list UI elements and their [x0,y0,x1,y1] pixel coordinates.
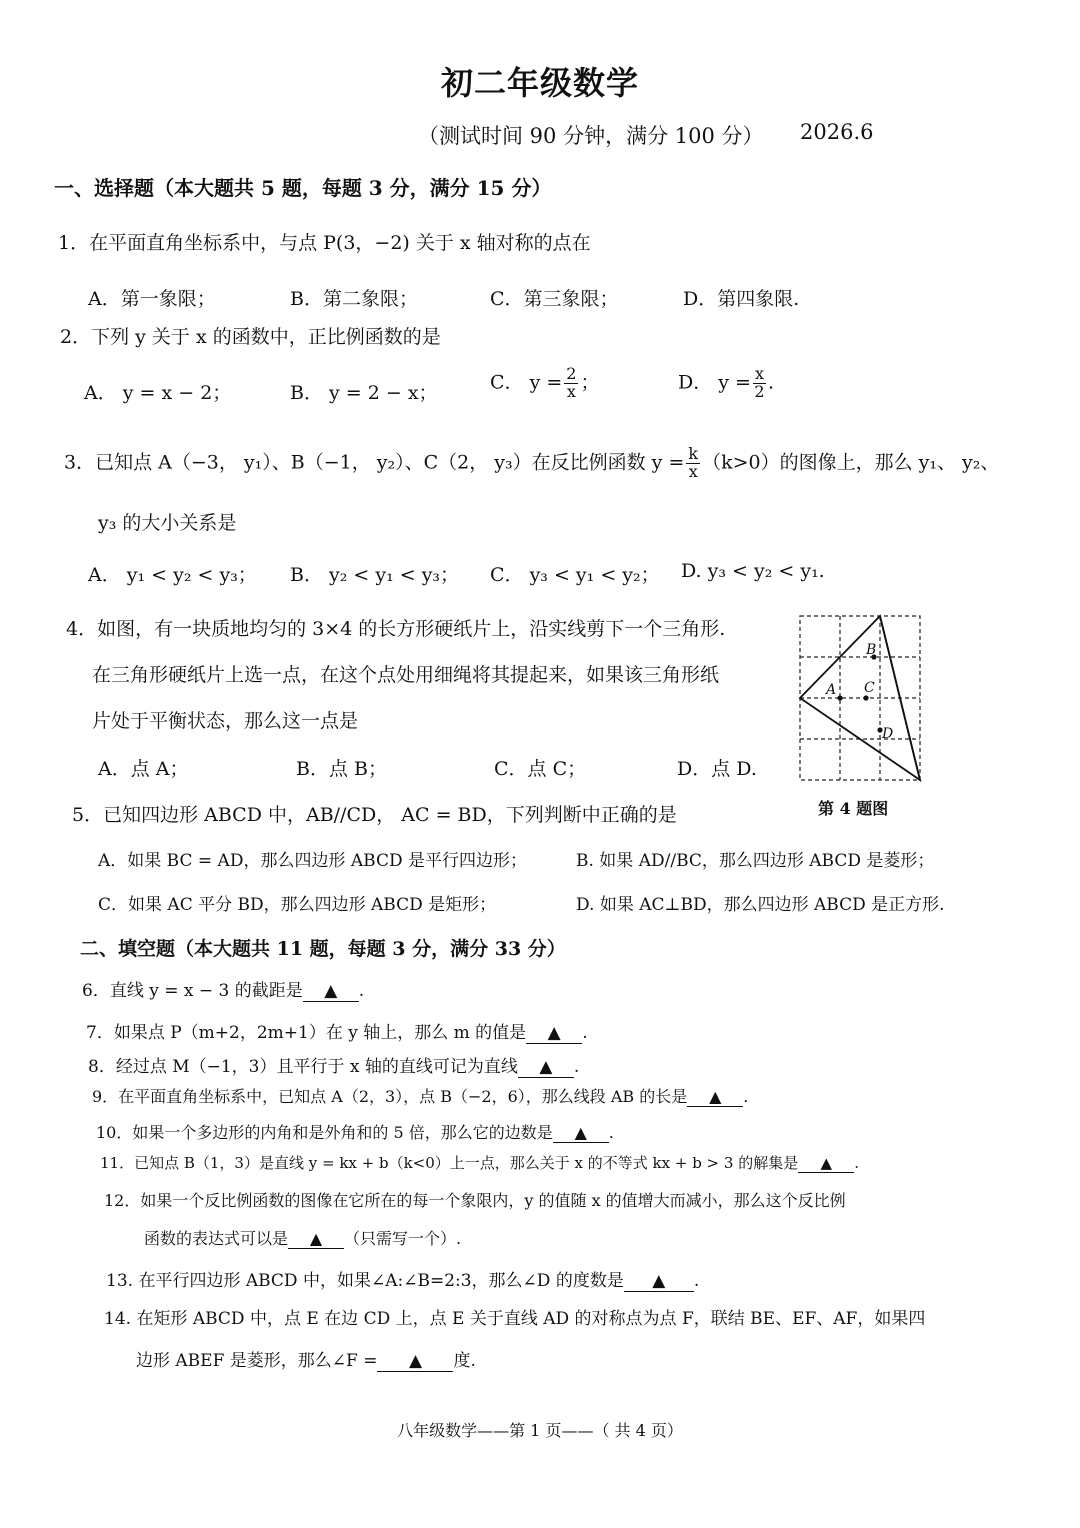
fill-item-14-line1: 14. 在矩形 ABCD 中，点 E 在边 CD 上，点 E 关于直线 AD 的对称点为点 F，联结 BE、EF、AF，如果四 [104,1309,926,1329]
fill-item-8 [88,1052,579,1078]
fill-item-8-tail: . [573,1057,580,1077]
q3-stem-c: y₃ 的大小关系是 [98,512,237,534]
answer-blank: ▲ [377,1351,453,1372]
test-info: （测试时间 90 分钟，满分 100 分） [418,124,764,148]
q3-option-d: D. y₃ < y₂ < y₁. [681,560,825,582]
fill-item-6 [82,976,364,1002]
fill-item-14-tail: 度. [453,1351,476,1371]
q2-option-d-label: D． y = [678,371,751,394]
q4-figure-caption: 第 4 题图 [818,799,889,818]
fill-item-11-tail: . [854,1154,859,1172]
answer-blank: ▲ [687,1087,743,1107]
q2-option-c-fraction [564,366,578,401]
q4-option-d: D．点 D. [677,758,757,780]
q3-stem [64,446,999,481]
fraction-numerator: x [754,364,764,383]
q3-option-c: C． y₃ < y₁ < y₂； [490,564,660,586]
fill-item-8-text: 8．经过点 M（−1，3）且平行于 x 轴的直线可记为直线 [88,1057,518,1077]
figure-grid [800,616,920,780]
q4-option-c: C．点 C； [494,758,587,780]
q4-line2: 在三角形硬纸片上选一点，在这个点处用细绳将其提起来，如果该三角形纸 [92,664,720,686]
fraction-denominator: 2 [754,381,765,401]
answer-blank: ▲ [624,1271,694,1292]
point-label-d: D [882,726,894,742]
q2-option-c-label: C． y = [490,371,563,394]
q3-stem-b: （k>0）的图像上，那么 y₁、 y₂、 [702,451,1000,474]
fill-item-7 [86,1018,588,1044]
q4-figure [796,612,926,784]
q5-option-b: B. 如果 AD//BC，那么四边形 ABCD 是菱形； [576,851,935,871]
q2-option-a: A． y = x − 2； [84,382,232,404]
exam-date: 2026.6 [800,120,874,144]
fill-item-12-tail: （只需写一个）. [344,1229,462,1248]
q2-option-d-fraction [753,366,766,401]
fraction-denominator: x [566,381,576,401]
fill-item-12-line2 [144,1226,461,1249]
page-footer: 八年级数学——第 1 页——（ 共 4 页） [397,1421,683,1440]
q2-option-c-tail: ； [580,371,600,394]
answer-blank: ▲ [288,1229,344,1249]
q1-option-c: C．第三象限； [490,288,619,310]
fill-item-14-text: 边形 ABEF 是菱形，那么∠F = [136,1351,378,1371]
q1-option-a: A．第一象限； [88,288,216,310]
fraction-numerator: 2 [566,364,577,383]
q1-option-b: B．第二象限； [290,288,418,310]
fraction-numerator: k [688,444,699,463]
fill-item-11 [100,1152,859,1173]
fill-item-9 [92,1084,748,1107]
q3-option-b: B． y₂ < y₁ < y₃； [290,564,460,586]
q5-option-d: D. 如果 AC⊥BD，那么四边形 ABCD 是正方形. [576,895,945,915]
fill-item-13-text: 13. 在平行四边形 ABCD 中，如果∠A:∠B=2:3，那么∠D 的度数是 [106,1271,624,1291]
answer-blank: ▲ [553,1123,609,1143]
fraction-denominator: x [688,461,698,481]
q2-option-b: B． y = 2 − x； [290,382,438,404]
q2-option-d [678,366,774,401]
q5-stem: 5．已知四边形 ABCD 中，AB//CD， AC = BD，下列判断中正确的是 [72,804,677,826]
answer-blank: ▲ [798,1154,854,1173]
q4-option-a: A．点 A； [98,758,189,780]
section1-heading: 一、选择题（本大题共 5 题，每题 3 分，满分 15 分） [54,176,552,200]
q5-option-a: A．如果 BC = AD，那么四边形 ABCD 是平行四边形； [98,851,527,871]
q3-option-a: A． y₁ < y₂ < y₃； [88,564,257,586]
page-title: 初二年级数学 [440,64,639,102]
q4-line3: 片处于平衡状态，那么这一点是 [92,710,359,732]
fill-item-7-text: 7．如果点 P（m+2，2m+1）在 y 轴上，那么 m 的值是 [86,1023,527,1043]
point-label-b: B [866,642,877,658]
fill-item-12-line1: 12．如果一个反比例函数的图像在它所在的每一个象限内，y 的值随 x 的值增大而减小，那么这个反比例 [104,1191,846,1210]
fill-item-14-line2 [136,1346,476,1372]
q2-stem: 2．下列 y 关于 x 的函数中，正比例函数的是 [60,326,441,348]
fill-item-10-text: 10．如果一个多边形的内角和是外角和的 5 倍，那么它的边数是 [96,1123,553,1142]
q1-stem: 1．在平面直角坐标系中，与点 P(3，−2) 关于 x 轴对称的点在 [58,232,591,254]
q3-fraction [686,446,700,481]
figure-points [837,654,882,732]
point-label-a: A [826,682,837,698]
q1-option-d: D．第四象限. [683,288,800,310]
fill-item-10 [96,1120,614,1143]
q5-option-c: C．如果 AC 平分 BD，那么四边形 ABCD 是矩形； [98,895,497,915]
fill-item-12-text: 函数的表达式可以是 [144,1229,289,1248]
fill-item-6-text: 6．直线 y = x − 3 的截距是 [82,981,303,1001]
fill-item-11-text: 11．已知点 B（1，3）是直线 y = kx + b（k<0）上一点，那么关于 x 的不等式 kx + b > 3 的解集是 [100,1154,799,1172]
fill-item-9-tail: . [743,1087,749,1106]
q3-stem-a: 3．已知点 A（−3， y₁）、B（−1， y₂）、C（2， y₃）在反比例函数 y = [64,451,685,474]
fill-item-13-tail: . [693,1271,700,1291]
q2-option-c [490,366,599,401]
section2-heading: 二、填空题（本大题共 11 题，每题 3 分，满分 33 分） [80,938,566,960]
answer-blank: ▲ [303,981,359,1002]
fill-item-7-tail: . [582,1023,588,1043]
point-label-c: C [864,680,875,696]
fill-item-10-tail: . [608,1123,614,1142]
fill-item-13 [106,1266,699,1292]
q4-line1: 4．如图，有一块质地均匀的 3×4 的长方形硬纸片上，沿实线剪下一个三角形. [66,618,726,640]
answer-blank: ▲ [518,1057,574,1078]
fill-item-9-text: 9．在平面直角坐标系中，已知点 A（2，3），点 B（−2，6），那么线段 AB 的长是 [92,1087,688,1106]
answer-blank: ▲ [526,1023,582,1044]
q4-option-b: B．点 B； [296,758,387,780]
fill-item-6-tail: . [358,981,365,1001]
q2-option-d-tail: . [768,371,775,394]
